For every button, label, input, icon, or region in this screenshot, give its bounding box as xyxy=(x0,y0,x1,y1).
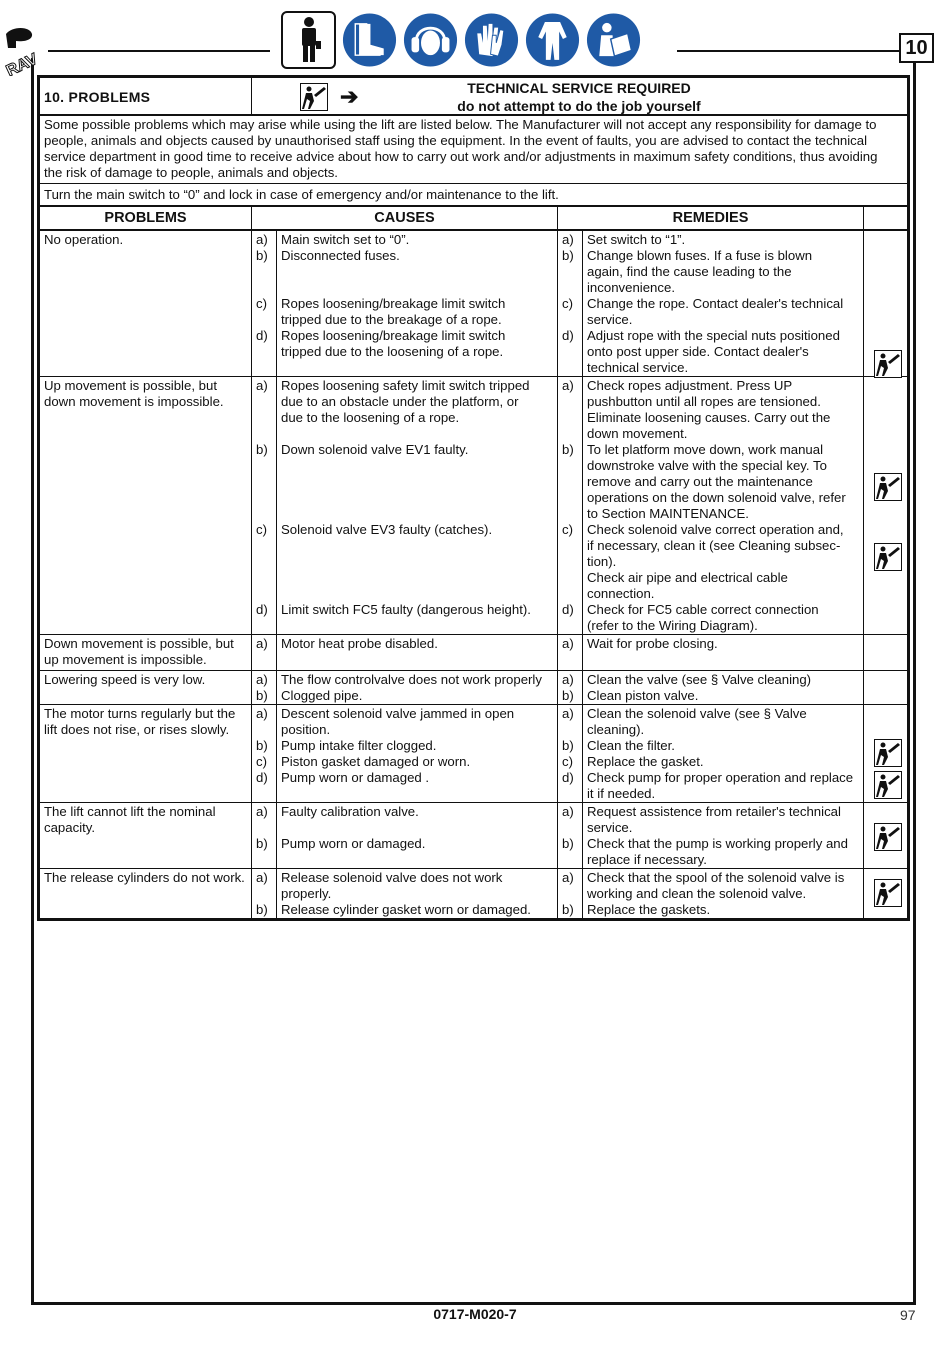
cause-letter xyxy=(256,618,276,634)
remedy-letter xyxy=(562,312,582,328)
turn-off-note xyxy=(40,184,907,207)
cause-letter: a) xyxy=(256,672,268,687)
remedy-letter: c) xyxy=(562,522,573,537)
cause-text: Ropes loosening/breakage limit switch xyxy=(281,296,506,311)
cause-text: The flow controlvalve does not work properly xyxy=(281,672,542,687)
remedy-letter xyxy=(562,474,582,490)
table-row xyxy=(40,671,907,705)
remedy-text: Replace the gaskets. xyxy=(587,902,711,917)
cause-letters xyxy=(252,705,276,802)
cause-letter xyxy=(256,586,276,602)
remedy-text: operations on the down solenoid valve, refer xyxy=(587,490,846,505)
remedy-letter xyxy=(562,586,582,602)
cause-letter: a) xyxy=(256,804,268,819)
remedy-letter xyxy=(562,722,582,738)
cause-text: Pump worn or damaged . xyxy=(281,770,430,785)
cause-letters xyxy=(252,869,276,918)
cause-letter: b) xyxy=(256,902,268,917)
remedy-text: Set switch to “1”. xyxy=(587,232,686,247)
remedy-cell xyxy=(582,803,864,868)
remedy-letter xyxy=(562,886,582,902)
technician-icon xyxy=(874,879,902,907)
header-problems: PROBLEMS xyxy=(40,207,252,229)
intro-line: people, animals and objects caused by unauthorised staff using the equipment. In the event of faults, you are advised to contact the technical xyxy=(44,133,868,148)
remedy-letters xyxy=(558,671,582,704)
cause-letter: d) xyxy=(256,328,268,343)
overalls-icon xyxy=(525,11,580,69)
remedy-text: pushbutton until all ropes are tensioned. xyxy=(587,394,821,409)
remedy-text: remove and carry out the maintenance xyxy=(587,474,813,489)
remedy-cell xyxy=(582,377,864,634)
cause-letter: a) xyxy=(256,870,268,885)
column-headers xyxy=(40,207,907,231)
intro-line: the risk of damage to people, animals and objects. xyxy=(44,165,338,180)
remedy-letter: a) xyxy=(562,870,574,885)
remedy-letter: b) xyxy=(562,902,574,917)
remedy-letter: a) xyxy=(562,232,574,247)
technician-icon xyxy=(874,543,902,571)
remedy-text: (refer to the Wiring Diagram). xyxy=(587,618,758,633)
remedy-letter xyxy=(562,506,582,522)
cause-text xyxy=(281,618,555,634)
cause-letter xyxy=(256,474,276,490)
cause-text: Ropes loosening safety limit switch tripped xyxy=(281,378,530,393)
cause-letter: b) xyxy=(256,248,268,263)
remedy-text: down movement. xyxy=(587,426,688,441)
cause-letter xyxy=(256,538,276,554)
cause-text: Pump worn or damaged. xyxy=(281,836,426,851)
remedy-letter xyxy=(562,554,582,570)
page-frame-left xyxy=(31,58,34,1304)
remedy-text: Clean the filter. xyxy=(587,738,675,753)
problem-text: The release cylinders do not work. xyxy=(44,870,245,885)
cause-letter xyxy=(256,852,276,868)
technician-icon xyxy=(300,83,328,111)
remedy-letter xyxy=(562,618,582,634)
remedy-cell xyxy=(582,869,864,918)
problems-table xyxy=(37,75,910,921)
cause-text xyxy=(281,474,555,490)
cause-text: due to the loosening of a rope. xyxy=(281,410,460,425)
remedy-letter xyxy=(562,280,582,296)
header-rule-right xyxy=(677,50,899,52)
cause-letter xyxy=(256,394,276,410)
remedy-text: it if needed. xyxy=(587,786,656,801)
remedy-text: Check for FC5 cable correct connection xyxy=(587,602,819,617)
remedy-letter: a) xyxy=(562,378,574,393)
cause-letter: a) xyxy=(256,378,268,393)
cause-letter xyxy=(256,554,276,570)
remedy-text: service. xyxy=(587,820,633,835)
cause-text xyxy=(281,570,555,586)
problem-text: up movement is impossible. xyxy=(44,652,207,667)
remedy-letters xyxy=(558,377,582,634)
remedy-letters xyxy=(558,803,582,868)
technician-icon xyxy=(874,473,902,501)
icon-cell xyxy=(864,869,907,918)
problem-text: The motor turns regularly but the xyxy=(44,706,236,721)
cause-cell xyxy=(276,635,558,670)
remedy-cell xyxy=(582,231,864,376)
remedy-letter xyxy=(562,264,582,280)
icon-cell xyxy=(864,705,907,802)
remedy-letter xyxy=(562,820,582,836)
arrow-right-icon: ➔ xyxy=(340,84,359,109)
problem-cell xyxy=(40,671,252,704)
remedy-letter: d) xyxy=(562,328,574,343)
remedy-letter xyxy=(562,426,582,442)
page-number: 97 xyxy=(900,1307,916,1323)
remedy-text: replace if necessary. xyxy=(587,852,707,867)
problem-cell xyxy=(40,869,252,918)
remedy-text: Check air pipe and electrical cable xyxy=(587,570,788,585)
remedy-text: to Section MAINTENANCE. xyxy=(587,506,749,521)
technician-icon xyxy=(874,350,902,378)
problem-text: The lift cannot lift the nominal xyxy=(44,804,216,819)
section-title: 10. PROBLEMS xyxy=(40,78,252,114)
cause-letters xyxy=(252,231,276,376)
cause-letter xyxy=(256,264,276,280)
cause-letters xyxy=(252,671,276,704)
cause-cell xyxy=(276,869,558,918)
remedy-letter: a) xyxy=(562,672,574,687)
table-row xyxy=(40,377,907,635)
cause-text xyxy=(281,426,555,442)
remedy-text: connection. xyxy=(587,586,655,601)
cause-text: Motor heat probe disabled. xyxy=(281,636,438,651)
cause-letter xyxy=(256,820,276,836)
cause-text: Solenoid valve EV3 faulty (catches). xyxy=(281,522,493,537)
cause-text: Down solenoid valve EV1 faulty. xyxy=(281,442,469,457)
ear-protection-icon xyxy=(403,11,458,69)
cause-text: Clogged pipe. xyxy=(281,688,363,703)
cause-text: Release cylinder gasket worn or damaged. xyxy=(281,902,531,917)
svg-text:RAV: RAV xyxy=(3,50,41,76)
remedy-letter xyxy=(562,538,582,554)
remedy-letter: d) xyxy=(562,602,574,617)
cause-letter xyxy=(256,458,276,474)
page-frame-bottom xyxy=(31,1302,916,1305)
cause-text: Limit switch FC5 faulty (dangerous height). xyxy=(281,602,531,617)
cause-cell xyxy=(276,231,558,376)
cause-cell xyxy=(276,803,558,868)
table-row xyxy=(40,705,907,803)
cause-text: Faulty calibration valve. xyxy=(281,804,419,819)
remedy-letter xyxy=(562,490,582,506)
remedy-letters xyxy=(558,635,582,670)
chapter-number: 10 xyxy=(899,33,934,63)
cause-text: properly. xyxy=(281,886,332,901)
intro-line: service department in good time to receive advice about how to carry out work and/or adjustments in maximum safety conditions, thus avoiding xyxy=(44,149,878,164)
page-frame-right xyxy=(913,62,916,1304)
table-row xyxy=(40,803,907,869)
cause-text xyxy=(281,506,555,522)
problem-text: Lowering speed is very low. xyxy=(44,672,206,687)
cause-text: Descent solenoid valve jammed in open xyxy=(281,706,515,721)
header-causes: CAUSES xyxy=(252,207,558,229)
cause-text xyxy=(281,264,555,280)
remedy-letter xyxy=(562,410,582,426)
cause-letter: d) xyxy=(256,770,268,785)
table-row xyxy=(40,635,907,671)
cause-text xyxy=(281,852,555,868)
remedy-letter: b) xyxy=(562,248,574,263)
remedy-text: Request assistence from retailer's technical xyxy=(587,804,841,819)
cause-letter: c) xyxy=(256,754,267,769)
table-row xyxy=(40,869,907,918)
cause-text: tripped due to the loosening of a rope. xyxy=(281,344,504,359)
technician-icon xyxy=(874,823,902,851)
remedy-text: Replace the gasket. xyxy=(587,754,704,769)
turn-off-text: Turn the main switch to “0” and lock in case of emergency and/or maintenance to the lift. xyxy=(44,187,559,202)
remedy-text: Check solenoid valve correct operation and, xyxy=(587,522,844,537)
worker-icon xyxy=(281,11,336,69)
cause-text: Disconnected fuses. xyxy=(281,248,400,263)
remedy-letters xyxy=(558,705,582,802)
remedy-letter: b) xyxy=(562,688,574,703)
problem-cell xyxy=(40,377,252,634)
cause-text xyxy=(281,820,555,836)
cause-letters xyxy=(252,377,276,634)
remedy-letter: b) xyxy=(562,442,574,457)
remedy-text: Wait for probe closing. xyxy=(587,636,718,651)
remedy-letter: b) xyxy=(562,738,574,753)
icon-cell xyxy=(864,671,907,704)
technician-icon xyxy=(874,739,902,767)
cause-letter: b) xyxy=(256,738,268,753)
remedy-letter: a) xyxy=(562,706,574,721)
cause-text: Pump intake filter clogged. xyxy=(281,738,437,753)
icon-cell xyxy=(864,803,907,868)
cause-text: Piston gasket damaged or worn. xyxy=(281,754,471,769)
remedy-text: Check ropes adjustment. Press UP xyxy=(587,378,793,393)
remedy-letter xyxy=(562,344,582,360)
cause-text xyxy=(281,280,555,296)
problem-rows xyxy=(40,231,907,918)
problem-cell xyxy=(40,635,252,670)
cause-letter: a) xyxy=(256,706,268,721)
problem-text: down movement is impossible. xyxy=(44,394,224,409)
remedy-text: Check that the pump is working properly and xyxy=(587,836,848,851)
cause-letter xyxy=(256,280,276,296)
service-required-banner xyxy=(252,78,907,114)
remedy-text: Clean the valve (see § Valve cleaning) xyxy=(587,672,812,687)
title-row xyxy=(40,78,907,116)
header-icon-column xyxy=(864,207,907,229)
intro-paragraph xyxy=(40,116,907,184)
remedy-text: Check pump for proper operation and replace xyxy=(587,770,854,785)
icon-cell xyxy=(864,377,907,634)
cause-letter xyxy=(256,490,276,506)
remedy-text: tion). xyxy=(587,554,617,569)
cause-letter: c) xyxy=(256,522,267,537)
brand-logo xyxy=(2,26,46,76)
cause-letter xyxy=(256,360,276,376)
service-line-2: do not attempt to do the job yourself xyxy=(457,98,701,114)
problem-cell xyxy=(40,803,252,868)
problem-text: Down movement is possible, but xyxy=(44,636,234,651)
cause-text: Main switch set to “0”. xyxy=(281,232,410,247)
remedy-text: onto post upper side. Contact dealer's xyxy=(587,344,809,359)
remedy-letters xyxy=(558,869,582,918)
cause-text xyxy=(281,554,555,570)
cause-letter xyxy=(256,410,276,426)
cause-letter: d) xyxy=(256,602,268,617)
remedy-letter xyxy=(562,786,582,802)
cause-letter: a) xyxy=(256,636,268,651)
remedy-text: Eliminate loosening causes. Carry out the xyxy=(587,410,831,425)
remedy-text: again, find the cause leading to the xyxy=(587,264,792,279)
cause-cell xyxy=(276,705,558,802)
cause-letter: c) xyxy=(256,296,267,311)
table-row xyxy=(40,231,907,377)
cause-letter xyxy=(256,886,276,902)
remedy-text: Change blown fuses. If a fuse is blown xyxy=(587,248,813,263)
remedy-letter: c) xyxy=(562,754,573,769)
cause-letter: a) xyxy=(256,232,268,247)
remedy-letter xyxy=(562,458,582,474)
safety-boots-icon xyxy=(342,11,397,69)
remedy-text: Clean piston valve. xyxy=(587,688,699,703)
cause-letter xyxy=(256,570,276,586)
cause-text: due to an obstacle under the platform, or xyxy=(281,394,519,409)
cause-letter: b) xyxy=(256,688,268,703)
problem-cell xyxy=(40,231,252,376)
remedy-text: service. xyxy=(587,312,633,327)
problem-cell xyxy=(40,705,252,802)
problem-text: No operation. xyxy=(44,232,124,247)
remedy-text: technical service. xyxy=(587,360,689,375)
cause-text: Release solenoid valve does not work xyxy=(281,870,503,885)
remedy-letter: a) xyxy=(562,636,574,651)
cause-text: position. xyxy=(281,722,331,737)
remedy-text: inconvenience. xyxy=(587,280,675,295)
remedy-cell xyxy=(582,671,864,704)
ppe-icon-row xyxy=(281,11,641,71)
service-line-1: TECHNICAL SERVICE REQUIRED xyxy=(467,80,691,96)
cause-text xyxy=(281,458,555,474)
remedy-text: To let platform move down, work manual xyxy=(587,442,824,457)
cause-text: tripped due to the breakage of a rope. xyxy=(281,312,502,327)
cause-text xyxy=(281,360,555,376)
remedy-letter: d) xyxy=(562,770,574,785)
gloves-icon xyxy=(464,11,519,69)
cause-cell xyxy=(276,671,558,704)
remedy-text: cleaning). xyxy=(587,722,645,737)
intro-line: Some possible problems which may arise while using the lift are listed below. The Manufacturer will not accept any responsibility for damage to xyxy=(44,117,877,132)
cause-text: Ropes loosening/breakage limit switch xyxy=(281,328,506,343)
remedy-text: downstroke valve with the special key. To xyxy=(587,458,827,473)
problem-text: Up movement is possible, but xyxy=(44,378,217,393)
remedy-text: Change the rope. Contact dealer's technical xyxy=(587,296,844,311)
cause-letter: b) xyxy=(256,442,268,457)
remedy-cell xyxy=(582,705,864,802)
cause-letter xyxy=(256,344,276,360)
remedy-text: Clean the solenoid valve (see § Valve xyxy=(587,706,807,721)
document-code: 0717-M020-7 xyxy=(433,1306,517,1322)
remedy-cell xyxy=(582,635,864,670)
icon-cell xyxy=(864,635,907,670)
remedy-letter xyxy=(562,852,582,868)
remedy-text: if necessary, clean it (see Cleaning subsec- xyxy=(587,538,841,553)
cause-text xyxy=(281,490,555,506)
cause-letter xyxy=(256,722,276,738)
header-rule-left xyxy=(48,50,270,52)
cause-letters xyxy=(252,803,276,868)
remedy-letter xyxy=(562,570,582,586)
cause-text xyxy=(281,586,555,602)
problem-text: capacity. xyxy=(44,820,96,835)
remedy-letter: b) xyxy=(562,836,574,851)
remedy-text: Check that the spool of the solenoid valve is xyxy=(587,870,845,885)
cause-letter xyxy=(256,312,276,328)
problem-text: lift does not rise, or rises slowly. xyxy=(44,722,230,737)
remedy-letter xyxy=(562,360,582,376)
remedy-text: working and clean the solenoid valve. xyxy=(587,886,807,901)
remedy-letters xyxy=(558,231,582,376)
cause-text xyxy=(281,538,555,554)
remedy-text: Adjust rope with the special nuts positioned xyxy=(587,328,840,343)
cause-letter: b) xyxy=(256,836,268,851)
technician-icon xyxy=(874,771,902,799)
header-remedies: REMEDIES xyxy=(558,207,864,229)
cause-letter xyxy=(256,506,276,522)
read-manual-icon xyxy=(586,11,641,69)
cause-letter xyxy=(256,426,276,442)
remedy-letter: a) xyxy=(562,804,574,819)
remedy-letter xyxy=(562,394,582,410)
remedy-letter: c) xyxy=(562,296,573,311)
cause-letters xyxy=(252,635,276,670)
cause-cell xyxy=(276,377,558,634)
icon-cell xyxy=(864,231,907,376)
